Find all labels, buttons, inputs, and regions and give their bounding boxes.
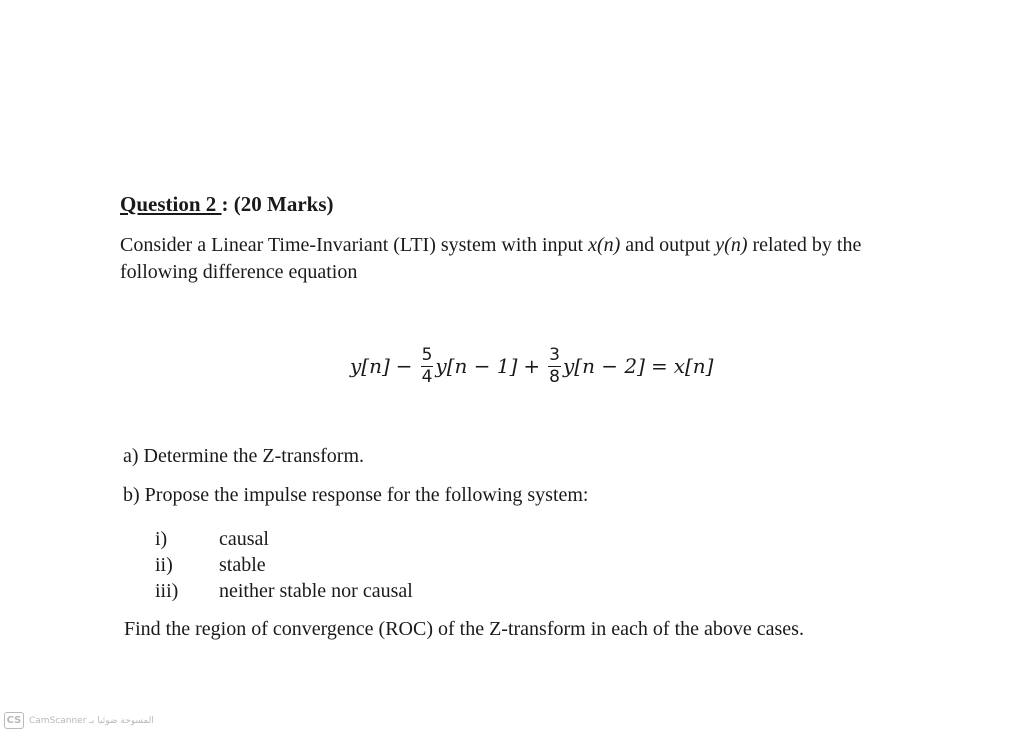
eq-term-yn-1: y[n − 1]: [435, 354, 518, 378]
system-type-list: [155, 526, 413, 604]
list-item: [155, 578, 413, 604]
eq-operator-minus: −: [395, 354, 413, 378]
camscanner-watermark: [4, 712, 154, 729]
question-number: Question 2: [120, 192, 222, 216]
eq-fraction-five-fourths: [421, 346, 434, 387]
part-b-text: b) Propose the impulse response for the following system:: [123, 484, 589, 506]
list-item-text: causal: [219, 528, 269, 550]
intro-text-2: and output: [620, 234, 716, 256]
input-variable: x(n): [588, 234, 621, 256]
fraction-numerator: 3: [549, 344, 560, 365]
list-item-marker: i): [155, 528, 168, 550]
eq-term-yn-2: y[n − 2]: [562, 354, 645, 378]
list-item-text: neither stable nor causal: [219, 580, 413, 602]
eq-operator-equals: =: [650, 354, 668, 378]
intro-text-3: related by the following difference equation: [120, 234, 862, 283]
output-variable: y(n): [715, 234, 748, 256]
question-title: [120, 192, 334, 217]
fraction-denominator: 8: [549, 366, 560, 387]
list-item: [155, 526, 413, 552]
question-marks: (20 Marks): [233, 192, 334, 216]
list-item: [155, 552, 413, 578]
fraction-denominator: 4: [421, 366, 433, 387]
part-a-text: a) Determine the Z-transform.: [123, 445, 365, 467]
intro-paragraph: [120, 232, 920, 286]
eq-operator-plus: +: [523, 354, 541, 378]
question-colon: :: [221, 192, 234, 216]
list-item-marker: iii): [155, 580, 179, 602]
camscanner-logo-icon: CS: [4, 712, 24, 729]
list-item-text: stable: [219, 554, 266, 576]
list-item-marker: ii): [155, 554, 173, 576]
eq-term-xn: x[n]: [673, 354, 714, 378]
eq-term-yn: y[n]: [350, 354, 390, 378]
eq-fraction-three-eighths: [548, 346, 561, 387]
intro-text-1: Consider a Linear Time-Invariant (LTI) system with input: [120, 234, 589, 256]
difference-equation: [350, 338, 713, 394]
roc-instruction: Find the region of convergence (ROC) of the Z-transform in each of the above cases.: [124, 618, 804, 640]
fraction-numerator: 5: [421, 344, 433, 365]
watermark-text: CamScanner ﺍﻟﻤﺴﻮﺣﺔ ﺿﻮﺋﻴﺎ ﺑـ: [29, 715, 154, 726]
